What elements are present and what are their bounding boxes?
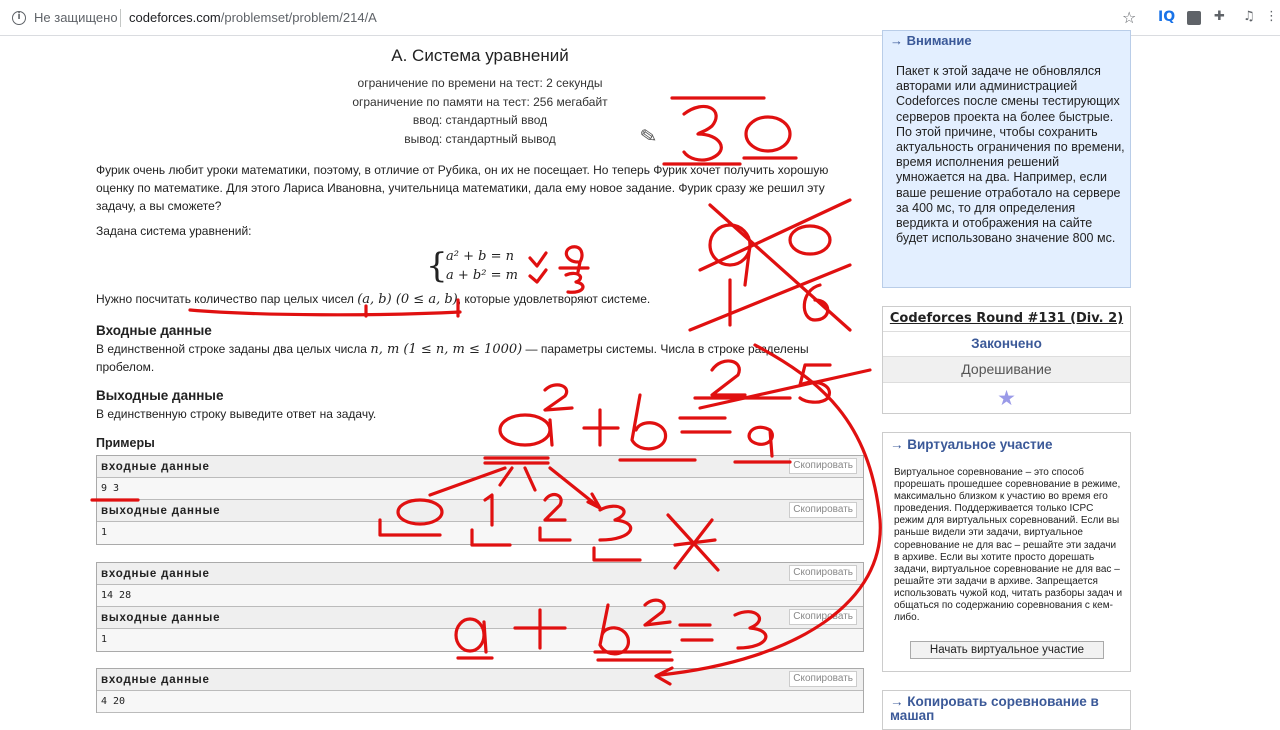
sample-input-body[interactable] [97, 478, 863, 500]
virtual-text: Виртуальное соревнование – это способ прорешать прошедшее соревнование в режиме, максимально близком к участию во время его проведения. Поддерживается только ICPC режим для виртуальных соревнований. Если вы раньше видели эти задачи, виртуальное соревнование не для вас – решайте эти задачи в архиве. Если вы хотите просто дорешать задачи, виртуальное соревнование не для вас – решайте эти задачи в архиве. Запрещается использовать чужой код, читать разборы задач и общаться по содержанию соревнования с кем-либо. [894, 467, 1123, 624]
sample-output-body[interactable] [97, 522, 863, 544]
sample-input-head [97, 669, 863, 691]
sample-output-label: выходные данные [101, 505, 221, 517]
ink-digit-9 [566, 247, 582, 272]
ink-cross [710, 205, 850, 330]
output-spec: В единственную строку выведите ответ на задачу. [96, 407, 377, 421]
sample-input-label: входные данные [101, 674, 210, 686]
equation-1: a² + b = n [446, 249, 514, 264]
sample-input-head [97, 563, 863, 585]
sample-input-label: входные данные [101, 568, 210, 580]
extension-icon[interactable] [1187, 11, 1201, 25]
sample-test-2 [96, 562, 864, 652]
ink-digit-0 [790, 226, 830, 254]
input-header: Входные данные [96, 323, 212, 338]
output-file: вывод: стандартный вывод [404, 132, 556, 147]
sample-test-1 [96, 455, 864, 545]
ink-digit-9 [745, 245, 750, 285]
upsolve-label: Дорешивание [883, 356, 1130, 382]
sample-output-body[interactable] [97, 629, 863, 651]
ink-bracket [594, 548, 640, 560]
input-spec [96, 341, 856, 375]
input-spec-prefix: В единственной строке заданы два целых числа [96, 342, 367, 356]
sample-output-head [97, 607, 863, 629]
time-limit: ограничение по времени на тест: 2 секунды [357, 76, 603, 90]
sample-input-label: входные данные [101, 461, 210, 473]
sample-output-value: 1 [101, 527, 108, 538]
address-bar[interactable] [129, 10, 377, 25]
round-title-link[interactable]: Codeforces Round #131 (Div. 2) [889, 311, 1124, 326]
bookmark-star-icon[interactable]: ☆ [1122, 8, 1137, 27]
sample-input-value: 4 20 [101, 696, 126, 707]
sample-input-value: 14 28 [101, 590, 132, 601]
sample-input-body[interactable] [97, 691, 863, 713]
ink-check [530, 253, 546, 266]
ink-check [530, 270, 546, 282]
ink-letter-a [550, 420, 552, 445]
media-control-icon[interactable]: ♫ [1243, 9, 1255, 24]
task-text [96, 292, 650, 307]
attention-box [882, 30, 1131, 288]
url-path: /problemset/problem/214/A [220, 10, 377, 25]
sample-output-value: 1 [101, 634, 108, 645]
favourite-star-icon[interactable]: ★ [883, 382, 1130, 414]
ink-digit-6 [804, 285, 827, 320]
examples-header: Примеры [96, 436, 155, 450]
input-spec-math: n, m (1 ≤ n, m ≤ 1000) [370, 342, 523, 357]
copy-button[interactable]: Скопировать [789, 671, 857, 687]
copy-button[interactable]: Скопировать [789, 565, 857, 581]
given-text: Задана система уравнений: [96, 224, 252, 238]
pen-cursor-icon: ✎ [638, 122, 659, 150]
copy-button[interactable]: Скопировать [789, 458, 857, 474]
ink-cross [700, 370, 870, 408]
input-spec-suffix: — параметры системы. Числа в строке разделены пробелом. [96, 342, 809, 374]
puzzle-extensions-icon[interactable]: ✚ [1214, 9, 1225, 24]
info-icon[interactable]: i [12, 11, 26, 25]
problem-title: A. Система уравнений [391, 46, 569, 65]
sample-output-head [97, 500, 863, 522]
sample-input-body[interactable] [97, 585, 863, 607]
output-header: Выходные данные [96, 388, 224, 403]
ink-cross [690, 265, 850, 330]
security-label[interactable]: Не защищено [34, 10, 118, 25]
system-brace: { [426, 246, 448, 286]
task-suffix: , которые удовлетворяют системе. [457, 292, 651, 306]
task-math: (a, b) (0 ≤ a, b) [357, 292, 458, 307]
copy-contest-box [882, 690, 1131, 730]
ink-digit-9 [710, 225, 750, 265]
iq-extension-icon[interactable]: IQ [1158, 9, 1176, 25]
url-divider [120, 9, 121, 27]
kebab-menu-icon[interactable]: ⋮ [1265, 9, 1278, 24]
attention-text: Пакет к этой задаче не обновлялся авторами или администрацией Codeforces после смены тестирующих серверов проекта на более быстрые. По этой причине, чтобы сохранить актуальность ограничения по времени, время исполнения решений умножается на два. Например, если ваше решение отработало на сервере за 400 мс, то для определения вердикта и отображения на сайте будет использовано значение 800 мс. [896, 64, 1125, 246]
round-status: Закончено [883, 331, 1130, 356]
url-host: codeforces.com [129, 10, 221, 25]
memory-limit: ограничение по памяти на тест: 256 мегабайт [352, 94, 608, 109]
virtual-participation-box [882, 432, 1131, 672]
contest-round-box [882, 306, 1131, 414]
start-virtual-button[interactable]: Начать виртуальное участие [910, 641, 1104, 659]
copy-contest-header[interactable]: → Копировать соревнование в машап [890, 694, 1099, 723]
copy-button[interactable]: Скопировать [789, 502, 857, 518]
problem-legend: Фурик очень любит уроки математики, поэтому, в отличие от Рубика, он их не посещает. Но теперь Фурик хочет получить хорошую оценку по математике. Для этого Лариса Ивановна, учительница математики, дала ему новое задание. Фурик сразу же решил эту задачу, а вы сможете? [96, 163, 829, 213]
sample-output-label: выходные данные [101, 612, 221, 624]
virtual-header[interactable]: → Виртуальное участие [890, 437, 1053, 452]
equation-2: a + b² = m [446, 268, 518, 283]
ink-digit-3 [566, 273, 583, 292]
attention-header[interactable]: → Внимание [890, 33, 972, 48]
problem-limits [96, 74, 864, 149]
input-file: ввод: стандартный ввод [412, 113, 548, 128]
ink-digit-9 [749, 427, 772, 456]
sample-test-3 [96, 668, 864, 713]
sample-input-head [97, 456, 863, 478]
task-prefix: Нужно посчитать количество пар целых чисел [96, 292, 354, 306]
ink-underline [190, 310, 460, 315]
sample-input-value: 9 3 [101, 483, 120, 494]
copy-button[interactable]: Скопировать [789, 609, 857, 625]
